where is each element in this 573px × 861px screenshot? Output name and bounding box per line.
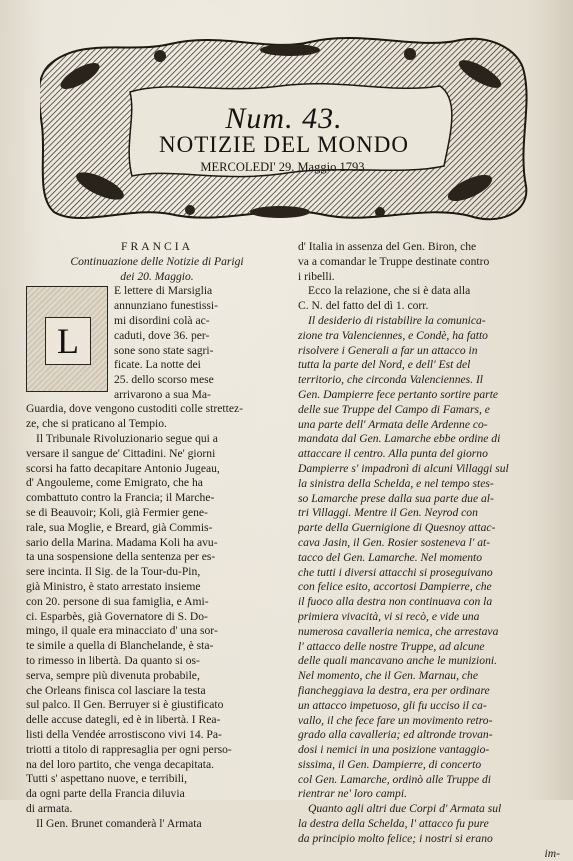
text-line: con felice esito, accortosi Dampierre, che (298, 580, 492, 594)
text-line: Ecco la relazione, che si è data alla (308, 284, 471, 298)
text-line: sere incinta. Il Sig. de la Tour-du-Pin, (26, 565, 201, 579)
text-line: tacco del Gen. Lamarche. Nel momento (298, 550, 483, 564)
text-line: parte della Guernigione di Quesnoy attac- (298, 521, 496, 535)
right-column (298, 240, 560, 861)
text-line: se di Beauvoir; Koli, già Fermier gene- (26, 505, 208, 519)
text-line: primiera vivacità, vi si recò, e vide una (298, 609, 480, 623)
text-line: Il desiderio di ristabilire la comunica- (308, 313, 486, 327)
text-line: territorio, che circonda Valenciennes. Il (298, 373, 484, 387)
text-line: rale, sua Moglie, e Breard, già Commis- (26, 520, 213, 534)
text-line: sul palco. Il Gen. Berruyer si è giustificato (26, 698, 224, 712)
text-line: risolvere i Generali a far un attacco in (298, 343, 478, 357)
text-line: annunziano funestissi- (114, 299, 218, 313)
text-line: to rimesso in libertà. Da quanto si os- (26, 653, 200, 667)
text-line: Dampierre s' impadronì di alcuni Villaggi sul (298, 461, 509, 475)
section-subtitle (26, 255, 288, 270)
text-line: Tutti s' aspettano nuove, e terribili, (26, 772, 188, 786)
text-line: arrivarono a sua Ma- (114, 387, 211, 401)
text-line: tutta la parte del Nord, e dell' Est del (298, 358, 471, 372)
text-line: Il Tribunale Rivoluzionario segue qui a (36, 431, 218, 445)
text-line: mingo, il quale era minacciato d' una sor- (26, 624, 218, 638)
text-line: delle quali mancavano anche le munizioni. (298, 654, 497, 668)
text-line: con 20. persone di sua famiglia, e Ami- (26, 594, 209, 608)
text-line: vallo, il che fece fare un movimento retro- (298, 713, 493, 727)
text-line: rientrar ne' loro campi. (298, 787, 407, 801)
text-line: scorsi ha fatto decapitare Antonio Jugeau, (26, 461, 220, 475)
masthead-cartouche (40, 36, 528, 224)
text-line: grado alla cavalleria; ed altronde trovan- (298, 728, 493, 742)
text-line: im- (544, 846, 560, 860)
text-line: numerosa cavalleria nemica, che arrestava (298, 624, 499, 638)
text-line: di armata. (26, 801, 73, 815)
dropcap-block (26, 284, 288, 402)
text-line: dosi i nemici in una posizione vantaggio- (298, 743, 490, 757)
text-line: 25. dello scorso mese (114, 373, 214, 387)
text-line: E lettere di Marsiglia (114, 284, 213, 298)
text-line: te simile a quella di Blanchelande, è sta- (26, 639, 214, 653)
text-line: va a comandar le Truppe destinate contro (298, 254, 490, 268)
text-line: ficate. La notte dei (114, 358, 201, 372)
issue-date: MERCOLEDI' 29. Maggio 1793. (200, 160, 368, 174)
text-line: Il Gen. Brunet comanderà l' Armata (36, 816, 202, 830)
text-line: d' Italia in assenza del Gen. Biron, che (298, 240, 477, 253)
text-line: i ribelli. (298, 269, 335, 283)
text-line: sario della Marina. Madama Koli ha avu- (26, 535, 218, 549)
issue-number: Num. 43. (225, 102, 343, 135)
text-line: che tutti i diversi attacchi si proseguivano (298, 565, 493, 579)
drop-cap-letter: L (45, 317, 91, 365)
text-line: attaccare il centro. Alla punta del giorno (298, 447, 488, 461)
text-line: ci. Esparbès, già Governatore di S. Do- (26, 609, 208, 623)
text-line: na del loro partito, che venga decapitata. (26, 757, 214, 771)
text-line: delle accuse dategli, ed è in libertà. I Rea- (26, 713, 221, 727)
text-line: C. N. del fatto del dì 1. corr. (298, 299, 429, 313)
decorative-initial-frame (26, 286, 108, 392)
text-line: Nel momento, che il Gen. Marnau, che (298, 669, 478, 683)
subtitle-line-1: Continuazione delle Notizie di Parigi (70, 254, 244, 268)
text-line: un attacco impetuoso, gli fu ucciso il ca- (298, 698, 487, 712)
text-line: listi della Vendée arrostiscono vivi 14. Pa- (26, 727, 222, 741)
text-line: delle sue Truppe del Campo di Famars, e (298, 402, 490, 416)
text-line: triotti a titolo di rappresaglia per ogni perso- (26, 742, 232, 756)
text-line: già Ministro, è stato arrestato insieme (26, 579, 201, 593)
text-line: fiancheggiava la destra, era per ordinare (298, 683, 490, 697)
text-line: caduti, dove 36. per- (114, 328, 210, 342)
section-title: FRANCIA (121, 240, 193, 253)
text-line: ze, che si praticano al Tempio. (26, 417, 167, 431)
text-line: la destra della Schelda, l' attacco fu pure (298, 817, 489, 831)
newspaper-title: NOTIZIE DEL MONDO (159, 132, 409, 157)
text-line: l' attacco delle nostre Truppe, ad alcune (298, 639, 485, 653)
text-line: sone sono state sagri- (114, 343, 214, 357)
text-line: mi disordini colà ac- (114, 313, 210, 327)
text-line: Gen. Dampierre fece pertanto sortire parte (298, 387, 499, 401)
text-line: che Orleans finisca col lasciare la testa (26, 683, 206, 697)
text-line: il fuoco alla destra non continuava con la (298, 595, 493, 609)
text-line: sissima, il Gen. Dampierre, di concerto (298, 757, 482, 771)
text-line: serva, sempre più divenuta probabile, (26, 668, 200, 682)
text-line: d' Angouleme, come Emigrato, che ha (26, 476, 203, 490)
subtitle-line-2: dei 20. Maggio. (120, 269, 194, 283)
left-column (26, 240, 288, 832)
text-line: mandata dal Gen. Lamarche ebbe ordine di (298, 432, 501, 446)
text-line: cava Jasin, il Gen. Rosier sosteneva l' at- (298, 535, 491, 549)
text-line: da principio molto felice; i nostri si erano (298, 831, 493, 845)
text-line: da ogni parte della Francia diluvia (26, 787, 185, 801)
dropcap-text (114, 284, 288, 402)
text-line: zione tra Valenciennes, e Condè, ha fatto (298, 328, 488, 342)
text-line: Quanto agli altri due Corpi d' Armata sul (308, 802, 502, 816)
text-line: ta una sospensione della sentenza per es- (26, 550, 216, 564)
text-line: so Lamarche prese dalla sua parte due al- (298, 491, 494, 505)
text-line: la sinistra della Schelda, e nel tempo stes- (298, 476, 494, 490)
text-line: col Gen. Lamarche, ordinò alle Truppe di (298, 772, 492, 786)
text-line: una parte dell' Armata delle Ardenne co- (298, 417, 488, 431)
text-line: tri Villaggi. Mentre il Gen. Neyrod con (298, 506, 478, 520)
text-line: versare il sangue de' Cittadini. Ne' giorni (26, 446, 216, 460)
text-line: combattuto contro la Francia; il Marche- (26, 491, 215, 505)
text-line: Guardia, dove vengono custoditi colle strettez- (26, 402, 243, 416)
